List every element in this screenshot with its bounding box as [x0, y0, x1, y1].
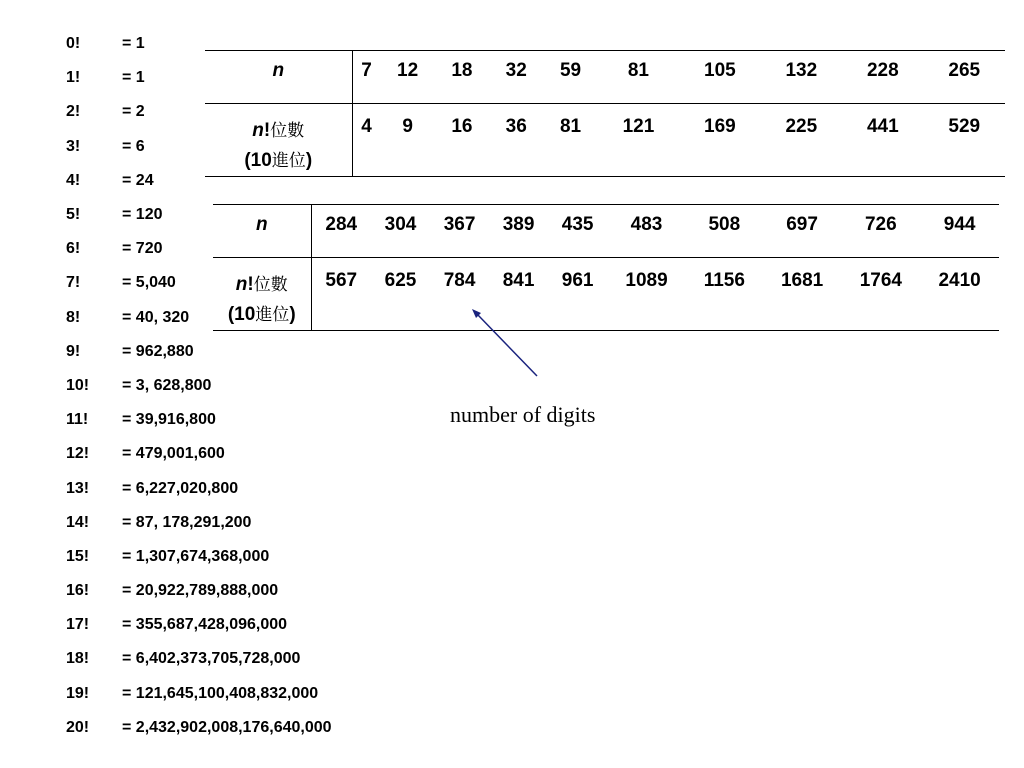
digits-cell: 1156	[703, 270, 745, 291]
digits-cell: 529	[948, 116, 981, 137]
factorial-value: = 479,001,600	[122, 445, 225, 463]
factorial-n: 3!	[66, 137, 81, 155]
n-symbol: n	[272, 60, 285, 81]
base-label: 進位	[271, 151, 306, 171]
annotation-label: number of digits	[450, 402, 596, 427]
digits-cell: 81	[559, 116, 582, 137]
factorial-n: 19!	[66, 684, 90, 702]
factorial-n: 2!	[66, 103, 81, 121]
n-cell: 726	[841, 205, 920, 258]
n-cell: 228	[842, 51, 923, 104]
n-cell: 12	[380, 51, 434, 104]
factorial-n: 4!	[66, 171, 81, 189]
digits-cell: 784	[443, 270, 476, 291]
digits-cell: 225	[785, 116, 818, 137]
factorial-value: = 3, 628,800	[122, 376, 212, 394]
n-cell: 105	[679, 51, 760, 104]
digits-cell: 625	[384, 270, 417, 291]
digits-cell: 4	[361, 116, 372, 137]
factorial-row	[66, 369, 332, 403]
digits-cell: 1764	[859, 270, 902, 291]
digits-cell: 16	[451, 116, 473, 137]
n-cell: 284	[311, 205, 371, 258]
factorial-value: = 6,402,373,705,728,000	[122, 650, 301, 668]
factorial-n: 13!	[66, 479, 90, 497]
factorial-value: = 2	[122, 103, 145, 121]
factorial-n: 8!	[66, 308, 81, 326]
factorial-n: 14!	[66, 513, 90, 531]
factorial-row	[66, 471, 332, 505]
factorial-row	[66, 506, 332, 540]
n-cell: 389	[489, 205, 548, 258]
factorial-value: = 87, 178,291,200	[122, 513, 252, 531]
factorial-value: = 6,227,020,800	[122, 479, 239, 497]
n-cell: 508	[686, 205, 763, 258]
digits-cell: 567	[325, 270, 358, 291]
n-symbol: n	[252, 120, 264, 141]
n-cell: 81	[598, 51, 679, 104]
n-cell: 304	[371, 205, 430, 258]
factorial-row	[66, 335, 332, 369]
n-symbol: n	[235, 274, 248, 295]
n-cell: 32	[489, 51, 543, 104]
digits-label: 位數	[270, 121, 305, 141]
n-cell: 7	[352, 51, 380, 104]
factorial-value: = 39,916,800	[122, 411, 216, 429]
factorial-n: 17!	[66, 616, 90, 634]
factorial-n: 5!	[66, 206, 81, 224]
digit-count-table-2	[213, 204, 999, 331]
factorial-value: = 1,307,674,368,000	[122, 547, 270, 565]
n-cell: 944	[920, 205, 999, 258]
n-row	[205, 51, 1005, 104]
factorial-n: 1!	[66, 69, 81, 87]
factorial-n: 16!	[66, 582, 90, 600]
factorial-row	[66, 711, 332, 745]
factorial-row	[66, 608, 332, 642]
n-cell: 483	[607, 205, 686, 258]
base-close: )	[305, 150, 313, 171]
n-cell: 697	[763, 205, 842, 258]
digits-cell: 169	[704, 116, 736, 137]
factorial-row	[66, 540, 332, 574]
digits-cell: 2410	[938, 270, 981, 291]
n-cell: 265	[924, 51, 1005, 104]
digits-cell: 841	[502, 270, 535, 291]
n-cell: 132	[761, 51, 842, 104]
factorial-n: 10!	[66, 376, 90, 394]
n-cell: 435	[548, 205, 607, 258]
digits-row	[205, 104, 1005, 177]
factorial-row	[66, 574, 332, 608]
factorial-value: = 720	[122, 240, 163, 258]
factorial-n: 11!	[66, 411, 89, 429]
digits-cell: 9	[402, 116, 413, 137]
digits-cell: 36	[505, 116, 527, 137]
n-header	[213, 205, 311, 258]
digits-cell: 121	[622, 116, 655, 137]
factorial-n: 20!	[66, 718, 90, 736]
n-cell: 59	[543, 51, 597, 104]
factorial-n: 9!	[66, 342, 81, 360]
digits-label: 位數	[253, 275, 288, 295]
digits-row	[213, 258, 999, 331]
factorial-row	[66, 677, 332, 711]
factorial-n: 18!	[66, 650, 90, 668]
factorial-n: 12!	[66, 445, 90, 463]
n-cell: 18	[435, 51, 489, 104]
digit-count-table-1	[205, 50, 1005, 177]
factorial-value: = 120	[122, 206, 163, 224]
factorial-row	[66, 437, 332, 471]
n-cell: 367	[430, 205, 489, 258]
n-header	[205, 51, 352, 104]
base-open: (10	[244, 150, 272, 171]
factorial-n: 7!	[66, 274, 81, 292]
factorial-value: = 121,645,100,408,832,000	[122, 684, 319, 702]
factorial-row	[66, 403, 332, 437]
digits-cell: 1089	[625, 270, 668, 291]
factorial-value: = 962,880	[122, 342, 194, 360]
factorial-n: 6!	[66, 240, 81, 258]
factorial-value: = 6	[122, 137, 145, 155]
factorial-n: 0!	[66, 35, 81, 53]
digits-header	[205, 104, 352, 177]
factorial-value: = 20,922,789,888,000	[122, 582, 279, 600]
base-label: 進位	[255, 305, 290, 325]
factorial-n: 15!	[66, 547, 90, 565]
digits-cell: 961	[561, 270, 594, 291]
base-close: )	[289, 304, 296, 325]
factorial-value: = 1	[122, 69, 145, 87]
digits-header	[213, 258, 311, 331]
factorial-value: = 1	[122, 35, 145, 53]
factorial-mark: !	[247, 274, 254, 295]
factorial-value: = 24	[122, 171, 154, 189]
factorial-mark: !	[263, 120, 271, 141]
factorial-value: = 40, 320	[122, 308, 190, 326]
factorial-value: = 5,040	[122, 274, 176, 292]
factorial-value: = 355,687,428,096,000	[122, 616, 288, 634]
base-open: (10	[227, 304, 256, 325]
factorial-value: = 2,432,902,008,176,640,000	[122, 718, 332, 736]
n-symbol: n	[255, 214, 268, 235]
factorial-row	[66, 642, 332, 676]
n-row	[213, 205, 999, 258]
digits-cell: 1681	[780, 270, 824, 291]
digits-cell: 441	[866, 116, 899, 137]
